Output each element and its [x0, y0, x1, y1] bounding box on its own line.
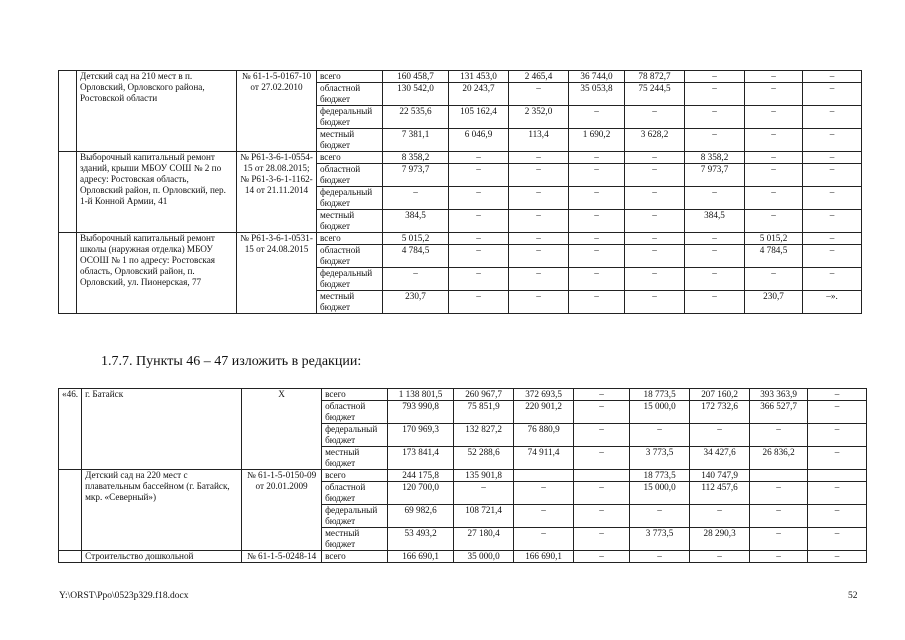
- amount-cell: –: [750, 482, 808, 505]
- amount-cell: –: [625, 233, 685, 245]
- amount-cell: –: [803, 71, 862, 83]
- budget-table-continuation: [58, 70, 862, 314]
- amount-cell: –: [803, 83, 862, 106]
- footer-file-path: Y:\ORST\Ppo\0523p329.f18.docx: [59, 591, 189, 601]
- amount-cell: –: [454, 482, 514, 505]
- amount-cell: –: [569, 210, 625, 233]
- amount-cell: –: [625, 291, 685, 314]
- object-name: Выборочный капитальный ремонт зданий, крыши МБОУ СОШ № 2 по адресу: Ростовская область, Орловский район, п. Орловский, пер. 1-й Конной Армии, 41: [77, 152, 237, 233]
- amount-cell: –: [509, 210, 569, 233]
- amount-cell: 35 000,0: [454, 551, 514, 563]
- amount-cell: 28 290,3: [690, 528, 750, 551]
- amount-cell: –: [625, 268, 685, 291]
- funding-source: местный бюджет: [317, 210, 383, 233]
- amount-cell: –: [574, 389, 630, 401]
- amount-cell: –: [449, 152, 509, 164]
- amount-cell: 7 973,7: [685, 164, 745, 187]
- amount-cell: 3 773,5: [630, 528, 690, 551]
- amount-cell: –: [569, 106, 625, 129]
- amount-cell: –: [803, 268, 862, 291]
- amount-cell: –: [625, 245, 685, 268]
- amount-cell: 18 773,5: [630, 389, 690, 401]
- amount-cell: 5 015,2: [383, 233, 449, 245]
- funding-source: всего: [317, 233, 383, 245]
- amount-cell: –: [625, 164, 685, 187]
- amount-cell: 108 721,4: [454, 505, 514, 528]
- funding-source: всего: [322, 470, 388, 482]
- amount-cell: –: [509, 83, 569, 106]
- amount-cell: –: [449, 245, 509, 268]
- amount-cell: –: [449, 233, 509, 245]
- amount-cell: 69 982,6: [388, 505, 454, 528]
- amount-cell: –: [574, 424, 630, 447]
- amount-cell: 74 911,4: [514, 447, 574, 470]
- amount-cell: 135 901,8: [454, 470, 514, 482]
- amount-cell: –: [685, 71, 745, 83]
- funding-source: областной бюджет: [317, 164, 383, 187]
- funding-source: всего: [317, 152, 383, 164]
- amount-cell: 26 836,2: [750, 447, 808, 470]
- funding-source: местный бюджет: [322, 528, 388, 551]
- amount-cell: 140 747,9: [690, 470, 750, 482]
- funding-source: областной бюджет: [322, 401, 388, 424]
- amount-cell: –: [803, 152, 862, 164]
- amount-cell: –: [745, 187, 803, 210]
- amount-cell: –».: [803, 291, 862, 314]
- amount-cell: –: [803, 245, 862, 268]
- item-number: [59, 470, 82, 551]
- object-name: Строительство дошкольной: [82, 551, 242, 563]
- amount-cell: [514, 470, 574, 482]
- amount-cell: –: [750, 505, 808, 528]
- amount-cell: –: [808, 447, 867, 470]
- amount-cell: –: [625, 187, 685, 210]
- funding-source: областной бюджет: [322, 482, 388, 505]
- amount-cell: –: [449, 187, 509, 210]
- amount-cell: [808, 470, 867, 482]
- amount-cell: –: [630, 424, 690, 447]
- amount-cell: –: [745, 164, 803, 187]
- amount-cell: 4 784,5: [383, 245, 449, 268]
- amount-cell: 220 901,2: [514, 401, 574, 424]
- table-row: [59, 470, 867, 482]
- amount-cell: –: [449, 291, 509, 314]
- amount-cell: –: [383, 268, 449, 291]
- amount-cell: –: [514, 528, 574, 551]
- amount-cell: –: [745, 129, 803, 152]
- funding-source: всего: [322, 389, 388, 401]
- amount-cell: 15 000,0: [630, 401, 690, 424]
- amount-cell: 130 542,0: [383, 83, 449, 106]
- amount-cell: –: [509, 233, 569, 245]
- amount-cell: 244 175,8: [388, 470, 454, 482]
- amount-cell: –: [685, 245, 745, 268]
- funding-source: федеральный бюджет: [317, 268, 383, 291]
- amount-cell: 172 732,6: [690, 401, 750, 424]
- amount-cell: –: [803, 233, 862, 245]
- amount-cell: –: [745, 83, 803, 106]
- amount-cell: –: [808, 505, 867, 528]
- amount-cell: –: [514, 482, 574, 505]
- amount-cell: 20 243,7: [449, 83, 509, 106]
- amount-cell: –: [569, 164, 625, 187]
- amount-cell: 22 535,6: [383, 106, 449, 129]
- item-number: [59, 71, 77, 152]
- table-row: [59, 389, 867, 401]
- item-number: [59, 233, 77, 314]
- amount-cell: –: [690, 551, 750, 563]
- amount-cell: 53 493,2: [388, 528, 454, 551]
- amount-cell: –: [745, 268, 803, 291]
- amount-cell: 120 700,0: [388, 482, 454, 505]
- amount-cell: 793 990,8: [388, 401, 454, 424]
- funding-source: федеральный бюджет: [317, 106, 383, 129]
- amount-cell: 7 381,1: [383, 129, 449, 152]
- amount-cell: –: [803, 210, 862, 233]
- amount-cell: –: [574, 401, 630, 424]
- amount-cell: –: [803, 187, 862, 210]
- amount-cell: –: [574, 528, 630, 551]
- amount-cell: –: [569, 268, 625, 291]
- amount-cell: 52 288,6: [454, 447, 514, 470]
- amount-cell: –: [745, 152, 803, 164]
- item-number: [59, 551, 82, 563]
- document-number: № Р61-3-6-1-0531-15 от 24.08.2015: [237, 233, 317, 314]
- funding-source: федеральный бюджет: [322, 505, 388, 528]
- amount-cell: 166 690,1: [514, 551, 574, 563]
- amount-cell: [750, 470, 808, 482]
- amount-cell: –: [808, 389, 867, 401]
- amount-cell: 113,4: [509, 129, 569, 152]
- amount-cell: 1 690,2: [569, 129, 625, 152]
- amount-cell: –: [449, 210, 509, 233]
- table-row: [59, 233, 862, 245]
- amount-cell: –: [808, 482, 867, 505]
- amount-cell: 4 784,5: [745, 245, 803, 268]
- amount-cell: –: [449, 164, 509, 187]
- amount-cell: –: [745, 71, 803, 83]
- amount-cell: –: [383, 187, 449, 210]
- amount-cell: 372 693,5: [514, 389, 574, 401]
- amount-cell: –: [685, 129, 745, 152]
- amount-cell: 5 015,2: [745, 233, 803, 245]
- amount-cell: –: [803, 164, 862, 187]
- amount-cell: 35 053,8: [569, 83, 625, 106]
- amount-cell: –: [690, 424, 750, 447]
- amount-cell: 78 872,7: [625, 71, 685, 83]
- amount-cell: 76 880,9: [514, 424, 574, 447]
- amount-cell: –: [509, 187, 569, 210]
- funding-source: местный бюджет: [317, 129, 383, 152]
- amount-cell: 112 457,6: [690, 482, 750, 505]
- amount-cell: –: [803, 106, 862, 129]
- funding-source: федеральный бюджет: [317, 187, 383, 210]
- amount-cell: –: [745, 210, 803, 233]
- document-number: № Р61-3-6-1-0554-15 от 28.08.2015; № Р61-3-6-1-1162-14 от 21.11.2014: [237, 152, 317, 233]
- object-name: Детский сад на 220 мест с плавательным бассейном (г. Батайск, мкр. «Северный»): [82, 470, 242, 551]
- table-row: [59, 71, 862, 83]
- amount-cell: 1 138 801,5: [388, 389, 454, 401]
- amount-cell: –: [750, 528, 808, 551]
- amount-cell: –: [630, 505, 690, 528]
- amount-cell: –: [514, 505, 574, 528]
- amount-cell: –: [685, 106, 745, 129]
- amount-cell: –: [509, 268, 569, 291]
- amount-cell: 207 160,2: [690, 389, 750, 401]
- document-number: Х: [242, 389, 322, 470]
- object-name: Детский сад на 210 мест в п. Орловский, Орловского района, Ростовской области: [77, 71, 237, 152]
- amount-cell: 75 851,9: [454, 401, 514, 424]
- amount-cell: 36 744,0: [569, 71, 625, 83]
- amount-cell: 166 690,1: [388, 551, 454, 563]
- amount-cell: –: [685, 268, 745, 291]
- amount-cell: –: [449, 268, 509, 291]
- amount-cell: –: [808, 401, 867, 424]
- amount-cell: 170 969,3: [388, 424, 454, 447]
- amount-cell: 2 352,0: [509, 106, 569, 129]
- object-name: Выборочный капитальный ремонт школы (наружная отделка) МБОУ ОСОШ № 1 по адресу: Ростовская область, Орловский район, п. Орловский, ул. Пионерская, 77: [77, 233, 237, 314]
- amount-cell: 230,7: [383, 291, 449, 314]
- amount-cell: –: [569, 233, 625, 245]
- amount-cell: –: [685, 233, 745, 245]
- amount-cell: –: [685, 187, 745, 210]
- amount-cell: 8 358,2: [383, 152, 449, 164]
- amount-cell: 3 773,5: [630, 447, 690, 470]
- amount-cell: –: [690, 505, 750, 528]
- amount-cell: –: [574, 482, 630, 505]
- funding-source: всего: [322, 551, 388, 563]
- amount-cell: 105 162,4: [449, 106, 509, 129]
- amount-cell: 7 973,7: [383, 164, 449, 187]
- funding-source: всего: [317, 71, 383, 83]
- amount-cell: –: [509, 291, 569, 314]
- amount-cell: –: [808, 551, 867, 563]
- section-heading: 1.7.7. Пункты 46 – 47 изложить в редакции:: [101, 354, 362, 369]
- amount-cell: –: [808, 528, 867, 551]
- amount-cell: –: [625, 106, 685, 129]
- amount-cell: –: [750, 424, 808, 447]
- amount-cell: –: [750, 551, 808, 563]
- amount-cell: 173 841,4: [388, 447, 454, 470]
- amount-cell: –: [574, 505, 630, 528]
- table-row: [59, 152, 862, 164]
- amount-cell: 6 046,9: [449, 129, 509, 152]
- amount-cell: 160 458,7: [383, 71, 449, 83]
- amount-cell: –: [569, 187, 625, 210]
- amount-cell: –: [509, 245, 569, 268]
- amount-cell: 384,5: [685, 210, 745, 233]
- amount-cell: 75 244,5: [625, 83, 685, 106]
- amount-cell: 393 363,9: [750, 389, 808, 401]
- document-number: № 61-1-5-0167-10 от 27.02.2010: [237, 71, 317, 152]
- funding-source: областной бюджет: [317, 245, 383, 268]
- amount-cell: 27 180,4: [454, 528, 514, 551]
- amount-cell: 131 453,0: [449, 71, 509, 83]
- amount-cell: –: [569, 291, 625, 314]
- amount-cell: 230,7: [745, 291, 803, 314]
- amount-cell: –: [509, 152, 569, 164]
- funding-source: местный бюджет: [317, 291, 383, 314]
- amount-cell: 2 465,4: [509, 71, 569, 83]
- amount-cell: 132 827,2: [454, 424, 514, 447]
- document-number: № 61-1-5-0150-09 от 20.01.2009: [242, 470, 322, 551]
- funding-source: федеральный бюджет: [322, 424, 388, 447]
- amount-cell: –: [625, 210, 685, 233]
- amount-cell: 384,5: [383, 210, 449, 233]
- object-name: г. Батайск: [82, 389, 242, 470]
- budget-table-batajsk: [58, 388, 867, 563]
- amount-cell: –: [803, 129, 862, 152]
- item-number: [59, 152, 77, 233]
- funding-source: местный бюджет: [322, 447, 388, 470]
- amount-cell: –: [685, 291, 745, 314]
- amount-cell: 8 358,2: [685, 152, 745, 164]
- amount-cell: 366 527,7: [750, 401, 808, 424]
- amount-cell: 3 628,2: [625, 129, 685, 152]
- amount-cell: 18 773,5: [630, 470, 690, 482]
- amount-cell: –: [574, 447, 630, 470]
- amount-cell: 34 427,6: [690, 447, 750, 470]
- amount-cell: 15 000,0: [630, 482, 690, 505]
- amount-cell: –: [569, 245, 625, 268]
- amount-cell: [574, 470, 630, 482]
- amount-cell: –: [808, 424, 867, 447]
- amount-cell: –: [630, 551, 690, 563]
- funding-source: областной бюджет: [317, 83, 383, 106]
- amount-cell: –: [745, 106, 803, 129]
- table-row: [59, 551, 867, 563]
- amount-cell: –: [569, 152, 625, 164]
- amount-cell: –: [574, 551, 630, 563]
- page-number: 52: [848, 591, 858, 601]
- amount-cell: –: [509, 164, 569, 187]
- amount-cell: 260 967,7: [454, 389, 514, 401]
- document-number: № 61-1-5-0248-14: [242, 551, 322, 563]
- amount-cell: –: [685, 83, 745, 106]
- item-number: «46.: [59, 389, 82, 470]
- amount-cell: –: [625, 152, 685, 164]
